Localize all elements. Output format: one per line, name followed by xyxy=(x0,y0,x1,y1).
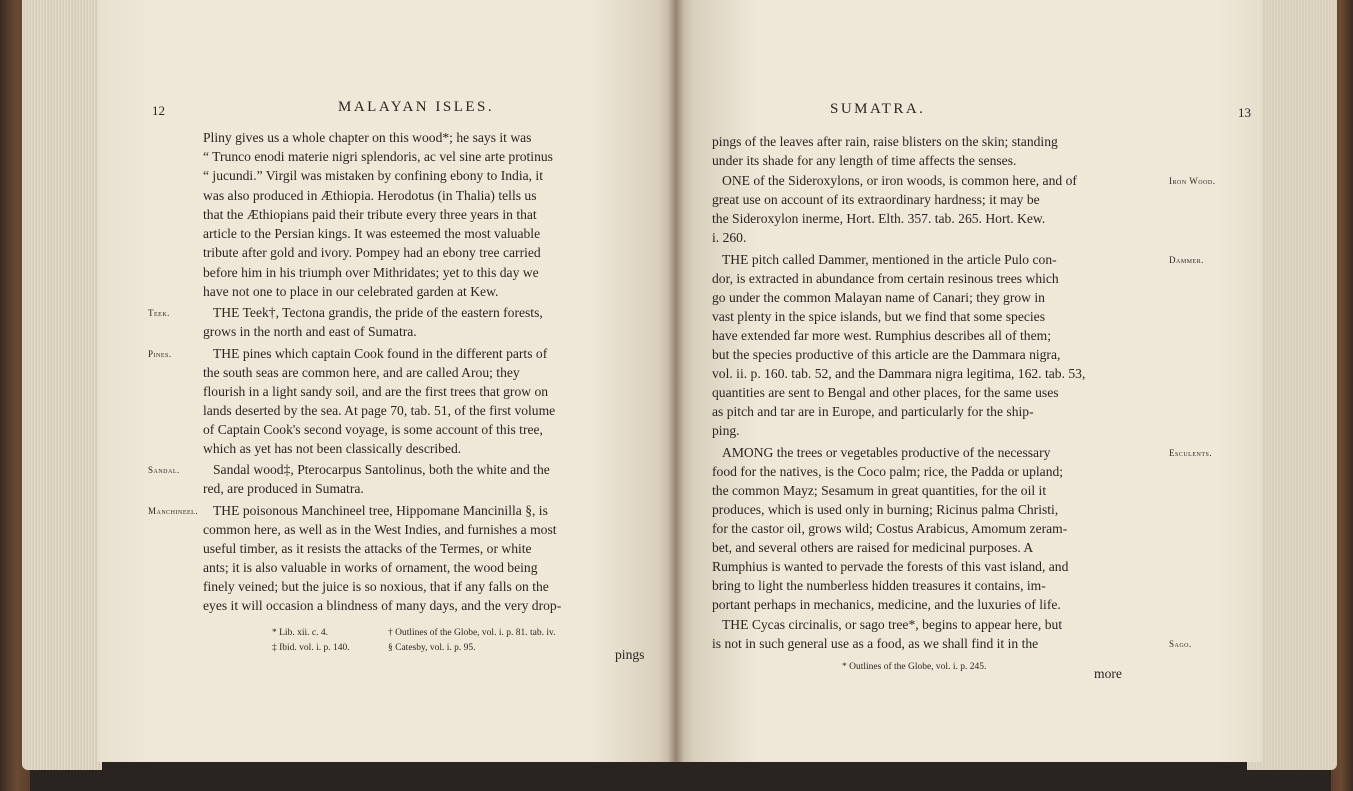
text-line: vol. ii. p. 160. tab. 52, and the Dammara nigra legitima, 162. tab. 53, xyxy=(712,366,1086,381)
text-line: the Sideroxylon inerme, Hort. Elth. 357. tab. 265. Hort. Kew. xyxy=(712,211,1046,226)
text-line: THE pitch called Dammer, mentioned in the article Pulo con- xyxy=(722,252,1057,267)
footnote: * Outlines of the Globe, vol. i. p. 245. xyxy=(842,662,987,672)
text-line: ONE of the Sideroxylons, or iron woods, is common here, and of xyxy=(722,173,1077,188)
margin-note: Teek. xyxy=(148,308,170,318)
footnote: ‡ Ibid. vol. i. p. 140. xyxy=(272,643,350,653)
text-line: of Captain Cook's second voyage, is some account of this tree, xyxy=(203,422,543,437)
catchword: pings xyxy=(615,647,645,662)
text-line: ping. xyxy=(712,423,740,438)
text-line: is not in such general use as a food, as we shall find it in the xyxy=(712,636,1039,651)
text-line: eyes it will occasion a blindness of many days, and the very drop- xyxy=(203,598,562,613)
text-line: red, are produced in Sumatra. xyxy=(203,481,364,496)
text-line: vast plenty in the spice islands, but we find that some species xyxy=(712,309,1045,324)
text-line: common here, as well as in the West Indies, and furnishes a most xyxy=(203,522,557,537)
text-line: “ Trunco enodi materie nigri splendoris, ac vel sine arte protinus xyxy=(203,149,553,164)
text-line: have not one to place in our celebrated garden at Kew. xyxy=(203,284,499,299)
text-line: the south seas are common here, and are called Arou; they xyxy=(203,365,520,380)
text-line: before him in his triumph over Mithridates; yet to this day we xyxy=(203,265,539,280)
text-line: food for the natives, is the Coco palm; rice, the Padda or upland; xyxy=(712,464,1064,479)
catchword: more xyxy=(1094,666,1122,681)
text-line: useful timber, as it resists the attacks of the Termes, or white xyxy=(203,541,532,556)
text-line: great use on account of its extraordinary hardness; it may be xyxy=(712,192,1040,207)
page-edges-left xyxy=(22,0,102,770)
text-line: THE Cycas circinalis, or sago tree*, begins to appear here, but xyxy=(722,617,1063,632)
text-line: for the castor oil, grows wild; Costus Arabicus, Amomum zeram- xyxy=(712,521,1068,536)
text-line: Sandal wood‡, Pterocarpus Santolinus, both the white and the xyxy=(213,462,550,477)
text-line: grows in the north and east of Sumatra. xyxy=(203,324,417,339)
text-line: quantities are sent to Bengal and other places, for the same uses xyxy=(712,385,1059,400)
text-line: THE pines which captain Cook found in the different parts of xyxy=(213,346,548,361)
footnote: † Outlines of the Globe, vol. i. p. 81. tab. iv. xyxy=(388,628,556,638)
right-page-number: 13 xyxy=(1238,105,1251,120)
text-line: go under the common Malayan name of Canari; they grow in xyxy=(712,290,1045,305)
text-line: tribute after gold and ivory. Pompey had an ebony tree carried xyxy=(203,245,541,260)
text-line: THE poisonous Manchineel tree, Hippomane Mancinilla §, is xyxy=(213,503,548,518)
text-line: produces, which is used only in burning; Ricinus palma Christi, xyxy=(712,502,1059,517)
text-line: finely veined; but the juice is so noxious, that if any falls on the xyxy=(203,579,549,594)
margin-note: Manchineel. xyxy=(148,506,199,516)
text-line: pings of the leaves after rain, raise blisters on the skin; standing xyxy=(712,134,1058,149)
text-line: the common Mayz; Sesamum in great quantities, for the oil it xyxy=(712,483,1047,498)
text-line: “ jucundi.” Virgil was mistaken by confining ebony to India, it xyxy=(203,168,543,183)
text-line: i. 260. xyxy=(712,230,747,245)
margin-note: Sago. xyxy=(1169,639,1192,649)
text-line: which as yet has not been classically described. xyxy=(203,441,462,456)
text-line: dor, is extracted in abundance from certain resinous trees which xyxy=(712,271,1059,286)
text-line: that the Æthiopians paid their tribute every three years in that xyxy=(203,207,537,222)
text-line: portant perhaps in mechanics, medicine, and the luxuries of life. xyxy=(712,597,1061,612)
text-line: but the species productive of this article are the Dammara nigra, xyxy=(712,347,1061,362)
text-line: have extended far more west. Rumphius describes all of them; xyxy=(712,328,1051,343)
text-line: bring to light the numberless hidden treasures it contains, im- xyxy=(712,578,1046,593)
text-line: bet, and several others are raised for medicinal purposes. A xyxy=(712,540,1034,555)
text-line: AMONG the trees or vegetables productive of the necessary xyxy=(722,445,1051,460)
text-line: was also produced in Æthiopia. Herodotus (in Thalia) tells us xyxy=(203,188,537,203)
margin-note: Iron Wood. xyxy=(1169,176,1216,186)
text-line: as pitch and tar are in Europe, and particularly for the ship- xyxy=(712,404,1034,419)
margin-note: Sandal. xyxy=(148,465,180,475)
text-line: Rumphius is wanted to pervade the forests of this vast island, and xyxy=(712,559,1069,574)
text-line: lands deserted by the sea. At page 70, tab. 51, of the first volume xyxy=(203,403,556,418)
right-running-head: SUMATRA. xyxy=(830,101,926,117)
text-line: Pliny gives us a whole chapter on this wood*; he says it was xyxy=(203,130,532,145)
text-line: THE Teek†, Tectona grandis, the pride of the eastern forests, xyxy=(213,305,543,320)
left-running-head: MALAYAN ISLES. xyxy=(338,99,495,115)
margin-note: Pines. xyxy=(148,349,172,359)
text-line: flourish in a light sandy soil, and are the first trees that grow on xyxy=(203,384,549,399)
book-gutter xyxy=(668,0,684,762)
margin-note: Dammer. xyxy=(1169,255,1204,265)
text-line: ants; it is also valuable in works of ornament, the wood being xyxy=(203,560,538,575)
footnote: * Lib. xii. c. 4. xyxy=(272,628,328,638)
footnote: § Catesby, vol. i. p. 95. xyxy=(388,643,476,653)
margin-note: Esculents. xyxy=(1169,448,1213,458)
text-line: article to the Persian kings. It was esteemed the most valuable xyxy=(203,226,541,241)
text-line: under its shade for any length of time affects the senses. xyxy=(712,153,1017,168)
left-page-number: 12 xyxy=(152,103,165,118)
